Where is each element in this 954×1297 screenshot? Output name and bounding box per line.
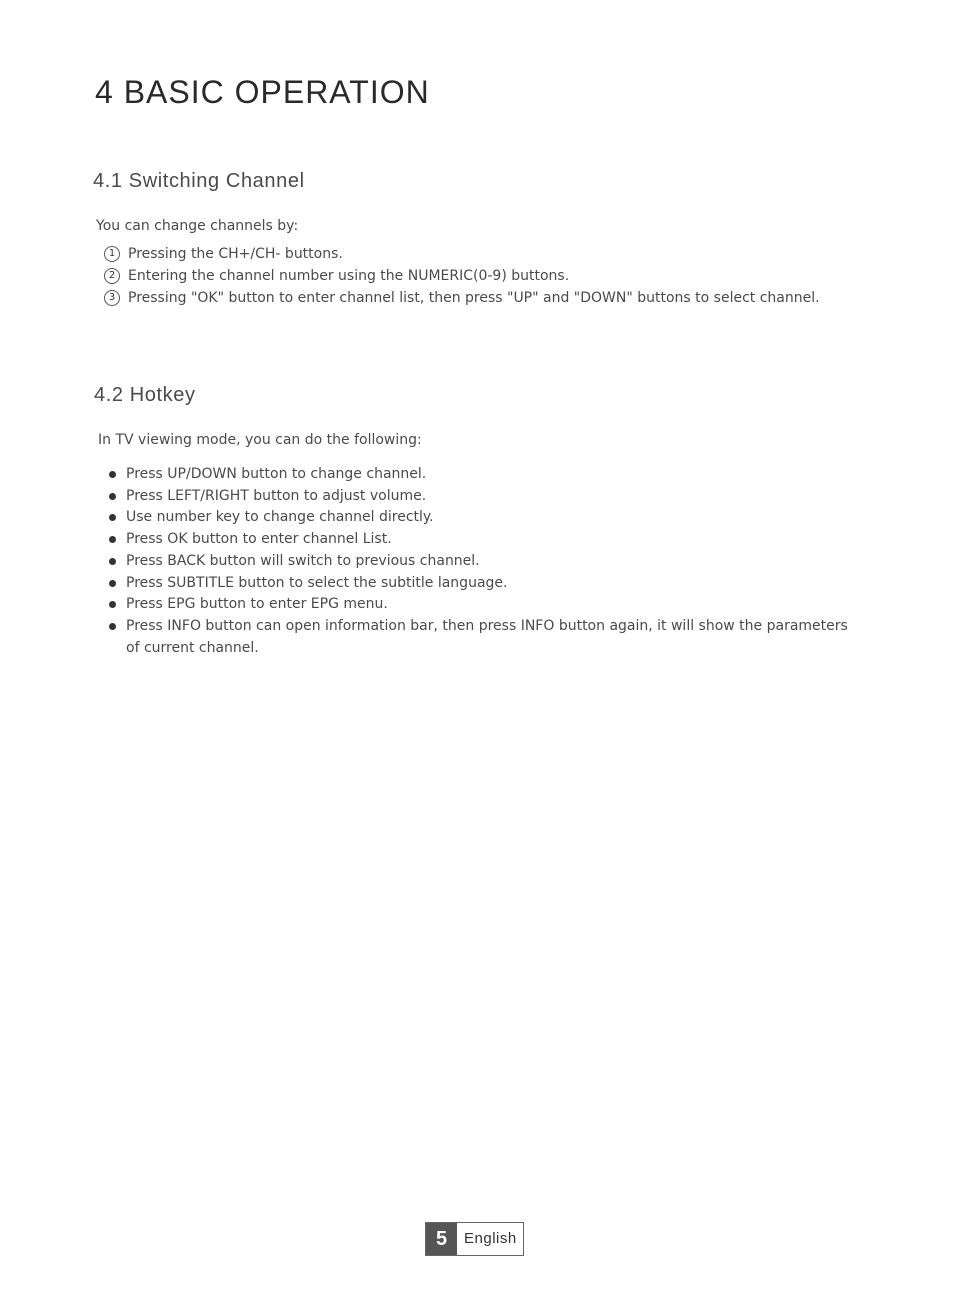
- bullet-icon: [109, 601, 116, 608]
- bullet-icon: [109, 471, 116, 478]
- bullet-icon: [109, 623, 116, 630]
- bullet-icon: [109, 493, 116, 500]
- list-item: [109, 486, 849, 508]
- bullet-icon: [109, 580, 116, 587]
- list-item-text: Pressing "OK" button to enter channel list, then press "UP" and "DOWN" buttons to select channel.: [128, 290, 820, 306]
- list-item: [109, 594, 849, 616]
- list-item: [109, 573, 849, 595]
- list-item: [109, 551, 849, 573]
- page-footer: [425, 1222, 524, 1256]
- bullet-icon: [109, 536, 116, 543]
- hotkey-intro: In TV viewing mode, you can do the following:: [98, 432, 422, 448]
- list-item-text: Press SUBTITLE button to select the subtitle language.: [126, 574, 508, 591]
- list-item: [109, 507, 849, 529]
- list-item: [104, 265, 820, 287]
- list-item-text: Press UP/DOWN button to change channel.: [126, 466, 427, 482]
- list-item: [104, 287, 820, 309]
- section-title-hotkey: 4.2 Hotkey: [94, 384, 196, 406]
- list-item-text: Press INFO button can open information bar, then press INFO button again, it will show the parameters of current channel.: [126, 617, 848, 656]
- switching-channel-methods-list: [104, 243, 820, 309]
- circled-number-3-icon: 3: [104, 290, 120, 306]
- list-item-text: Press BACK button will switch to previous channel.: [126, 552, 480, 569]
- list-item-text: Use number key to change channel directly.: [126, 509, 434, 526]
- list-item-text: Press EPG button to enter EPG menu.: [126, 596, 388, 613]
- page-number: 5: [426, 1223, 457, 1255]
- bullet-icon: [109, 558, 116, 565]
- list-item: [109, 464, 849, 486]
- list-item: [109, 616, 849, 659]
- list-item-text: Entering the channel number using the NUMERIC(0-9) buttons.: [128, 268, 570, 284]
- list-item-text: Press LEFT/RIGHT button to adjust volume.: [126, 487, 427, 504]
- list-item: [109, 529, 849, 551]
- page-language: English: [464, 1230, 517, 1247]
- list-item-text: Press OK button to enter channel List.: [126, 531, 392, 548]
- bullet-icon: [109, 514, 116, 521]
- section-title-switching-channel: 4.1 Switching Channel: [93, 170, 305, 192]
- hotkey-list: [109, 464, 849, 659]
- circled-number-2-icon: 2: [104, 268, 120, 284]
- switching-channel-intro: You can change channels by:: [96, 218, 299, 234]
- circled-number-1-icon: 1: [104, 246, 120, 262]
- list-item: [104, 243, 820, 265]
- list-item-text: Pressing the CH+/CH- buttons.: [128, 246, 343, 262]
- chapter-title: 4 BASIC OPERATION: [95, 74, 430, 110]
